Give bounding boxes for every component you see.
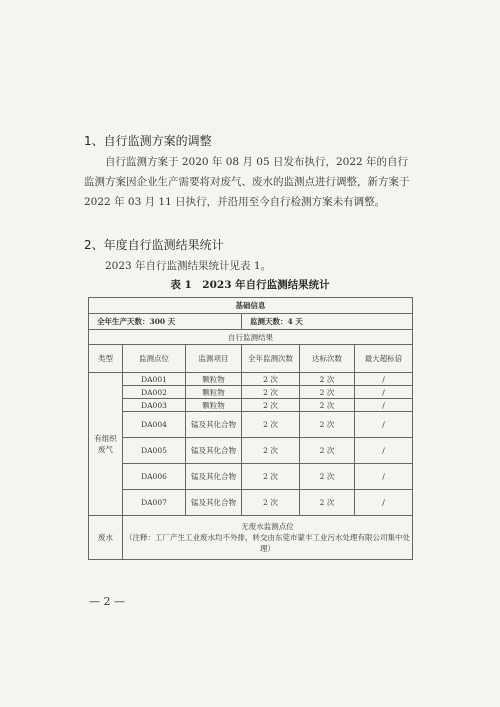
water-note-line2: （注释：工厂产生工业废水均不外排，转交由东莞市蒙丰工业污水处理有限公司集中处理） [125, 533, 411, 553]
table-row [89, 490, 413, 516]
count-cell: 2 次 [242, 386, 300, 399]
max-exceed-cell: / [355, 438, 413, 464]
table-row [89, 399, 413, 412]
compliant-cell: 2 次 [300, 490, 355, 516]
table-row [89, 386, 413, 399]
gas-type-cell: 有组织废气 [89, 373, 123, 516]
point-cell: DA004 [123, 412, 186, 438]
table-row [89, 516, 413, 560]
max-exceed-cell: / [355, 399, 413, 412]
count-cell: 2 次 [242, 399, 300, 412]
section-1-heading: 1、自行监测方案的调整 [84, 134, 212, 148]
max-exceed-cell: / [355, 412, 413, 438]
point-cell: DA003 [123, 399, 186, 412]
point-cell: DA006 [123, 464, 186, 490]
max-exceed-cell: / [355, 386, 413, 399]
item-cell: 颗粒物 [186, 373, 242, 386]
compliant-cell: 2 次 [300, 399, 355, 412]
header-max-exceed: 最大超标倍 [355, 345, 413, 373]
point-cell: DA002 [123, 386, 186, 399]
results-title: 自行监测结果 [89, 330, 413, 345]
point-cell: DA001 [123, 373, 186, 386]
table-caption: 表 1 2023 年自行监测结果统计 [170, 279, 330, 291]
header-item: 监测项目 [186, 345, 242, 373]
max-exceed-cell: / [355, 490, 413, 516]
table-reference-text: 2023 年自行监测结果统计见表 1。 [105, 260, 272, 272]
header-type: 类型 [89, 345, 123, 373]
max-exceed-cell: / [355, 373, 413, 386]
monitoring-days: 监测天数：4 天 [242, 314, 413, 330]
compliant-cell: 2 次 [300, 412, 355, 438]
point-cell: DA007 [123, 490, 186, 516]
item-cell: 颗粒物 [186, 399, 242, 412]
compliant-cell: 2 次 [300, 373, 355, 386]
table-row [89, 373, 413, 386]
item-cell: 锰及其化合物 [186, 490, 242, 516]
compliant-cell: 2 次 [300, 386, 355, 399]
point-cell: DA005 [123, 438, 186, 464]
table-row [89, 412, 413, 438]
section-2-heading: 2、年度自行监测结果统计 [84, 238, 224, 252]
table-row [89, 464, 413, 490]
water-note-line1: 无废水监测点位 [241, 522, 294, 531]
count-cell: 2 次 [242, 412, 300, 438]
header-point: 监测点位 [123, 345, 186, 373]
max-exceed-cell: / [355, 464, 413, 490]
table-row [89, 438, 413, 464]
monitoring-results-table [88, 297, 413, 560]
count-cell: 2 次 [242, 490, 300, 516]
item-cell: 锰及其化合物 [186, 438, 242, 464]
page-number: — 2 — [89, 595, 125, 608]
compliant-cell: 2 次 [300, 464, 355, 490]
compliant-cell: 2 次 [300, 438, 355, 464]
item-cell: 颗粒物 [186, 386, 242, 399]
item-cell: 锰及其化合物 [186, 412, 242, 438]
production-days: 全年生产天数：300 天 [89, 314, 242, 330]
section-1-paragraph: 自行监测方案于 2020 年 08 月 05 日发布执行，2022 年的自行监测方案因企业生产需要将对废气、废水的监测点进行调整，新方案于 2022 年 03 月 11 日执行，并沿用至今自行检测方案未有调整。 [84, 156, 410, 208]
count-cell: 2 次 [242, 438, 300, 464]
water-type-cell: 废水 [89, 516, 123, 560]
header-count: 全年监测次数 [242, 345, 300, 373]
count-cell: 2 次 [242, 373, 300, 386]
count-cell: 2 次 [242, 464, 300, 490]
water-note-cell [123, 516, 413, 560]
basic-info-title: 基础信息 [89, 298, 413, 314]
item-cell: 锰及其化合物 [186, 464, 242, 490]
header-compliant: 达标次数 [300, 345, 355, 373]
